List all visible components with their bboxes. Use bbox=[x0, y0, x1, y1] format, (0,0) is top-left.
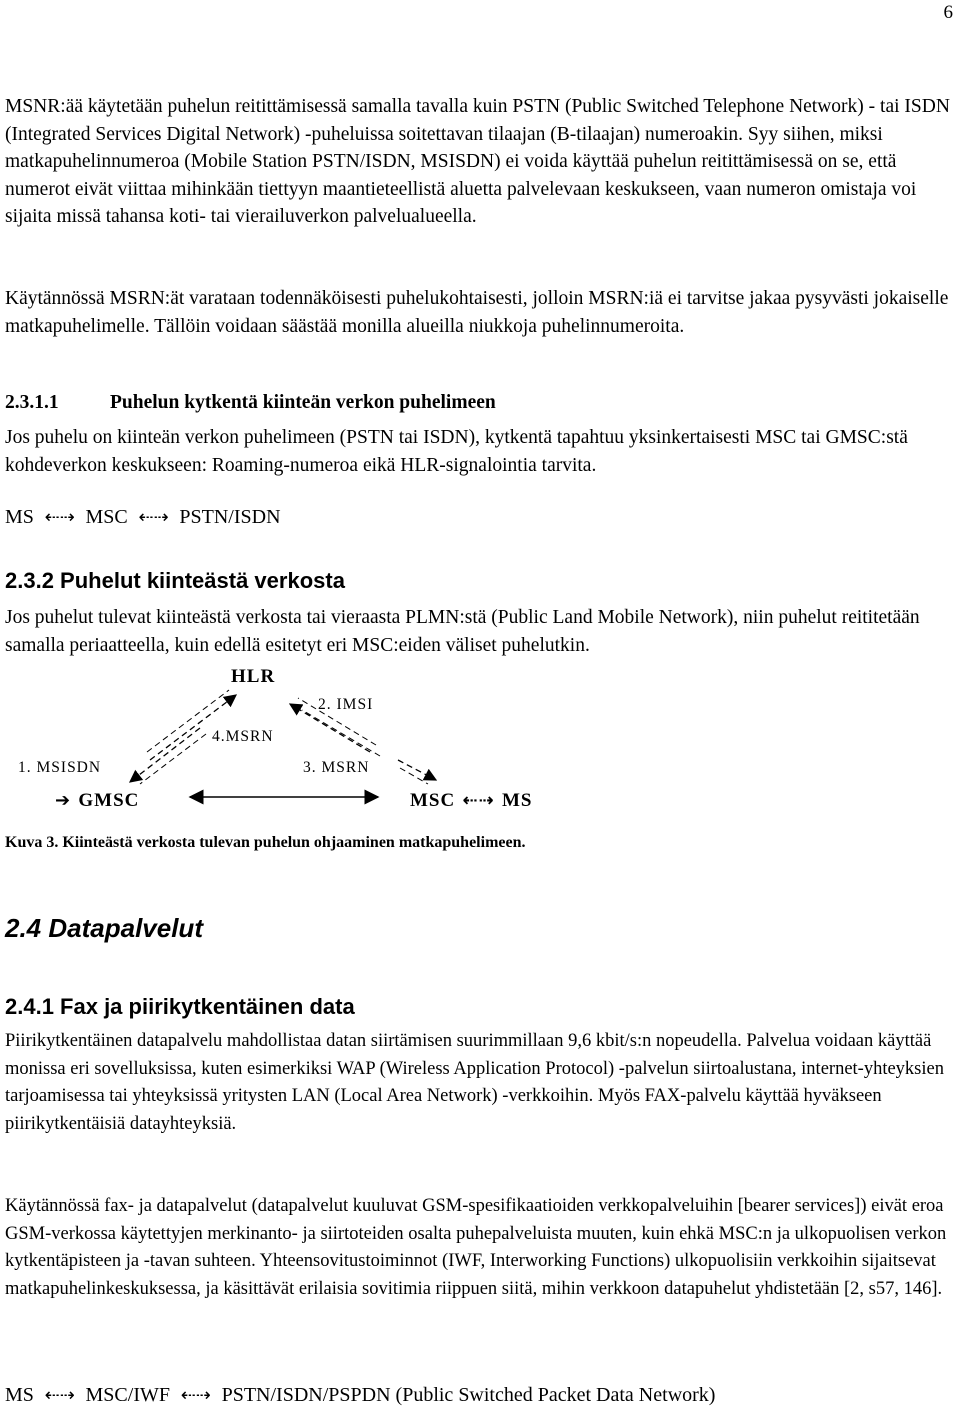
bidirectional-arrow-icon: ⇠⇢ bbox=[455, 790, 502, 811]
paragraph-incoming-calls: Jos puhelut tulevat kiinteästä verkosta tai vieraasta PLMN:stä (Public Land Mobile Network), niin puhelut reititetään samalla periaatteella, kuin edellä esitetyt eri MSC:eiden väliset puhelutkin. bbox=[5, 607, 920, 656]
node-hlr: HLR bbox=[231, 666, 276, 687]
flow-node: MS bbox=[5, 506, 34, 528]
label-msrn-4: 4.MSRN bbox=[212, 728, 274, 745]
heading-2-4-1: 2.4.1 Fax ja piirikytkentäinen data bbox=[5, 994, 355, 1019]
right-arrow-icon: ➔ bbox=[55, 790, 79, 811]
routing-diagram bbox=[0, 660, 960, 820]
paragraph-fixed-line-call: Jos puhelu on kiinteän verkon puhelimeen (PSTN tai ISDN), kytkentä tapahtuu yksinkertaisesti MSC tai GMSC:stä kohdeverkon keskukseen: Roaming-numeroa eikä HLR-signalointia tarvita. bbox=[5, 427, 908, 476]
paragraph-fax-data-services: Käytännössä fax- ja datapalvelut (datapalvelut kuuluvat GSM-spesifikaatioiden verkkopalveluihin [bearer services]) eivät eroa GSM-verkossa käytettyjen merkinanto- ja siirtoteiden osalta puhepalveluista muuten, kuin ehkä MSC:n ja ulkopuolisen verkon kytkentäpisteen ja -tavan suhteen. Yhteensovitustoiminnot (IWF, Interworking Functions) ulkopuolisiin verkkoihin sijaitsevat matkapuhelinkeskuksessa, ja käsittävät erilaisia sovitimia riippuen siitä, mihin verkkoon datapuhelut yhdistetään [2, s57, 146]. bbox=[5, 1196, 947, 1299]
paragraph-msrn-allocation: Käytännössä MSRN:ät varataan todennäköisesti puhelukohtaisesti, jolloin MSRN:iä ei tarvitse jakaa pysyvästi jokaiselle matkapuhelimelle. Tällöin voidaan säästää monilla alueilla niukkoja puhelinnumeroita. bbox=[5, 288, 949, 337]
bidirectional-arrow-icon: ⇠⇢ bbox=[174, 1385, 217, 1406]
flow-node: MS bbox=[5, 1384, 34, 1406]
heading-2-3-2: 2.3.2 Puhelut kiinteästä verkosta bbox=[5, 568, 345, 593]
flow-node: MSC/IWF bbox=[85, 1384, 170, 1406]
flow-node: MSC bbox=[85, 506, 128, 528]
label-imsi: 2. IMSI bbox=[318, 696, 374, 713]
heading-2-3-1-1 bbox=[5, 392, 496, 414]
bidirectional-arrow-icon: ⇠⇢ bbox=[38, 507, 81, 528]
node-gmsc: ➔ GMSC bbox=[55, 790, 140, 811]
heading-2-4: 2.4 Datapalvelut bbox=[5, 913, 203, 943]
paragraph-circuit-data: Piirikytkentäinen datapalvelu mahdollistaa datan siirtämisen suurimmillaan 9,6 kbit/s:n nopeudella. Palvelua voidaan käyttää monissa eri sovelluksissa, kuten esimerkiksi WAP (Wireless Application Protocol) -palvelun siirtoalustana, internet-yhteyksien tarjoamisessa tai yhteyksissä yritysten LAN (Local Area Network) -verkkoihin. Myös FAX-palvelu käyttää hyväkseen piirikytkentäisiä datayhteyksiä. bbox=[5, 1031, 944, 1134]
page-number: 6 bbox=[943, 2, 953, 23]
label-msisdn: 1. MSISDN bbox=[18, 759, 102, 776]
bidirectional-arrow-icon: ⇠⇢ bbox=[132, 507, 175, 528]
flow-node: PSTN/ISDN/PSPDN (Public Switched Packet Data Network) bbox=[221, 1384, 716, 1406]
flow-ms-msciwf-pstn bbox=[5, 1384, 715, 1407]
arrow-hlr-to-gmsc bbox=[130, 728, 200, 782]
heading-number: 2.3.1.1 bbox=[5, 392, 59, 413]
paragraph-msrn-routing: MSNR:ää käytetään puhelun reitittämisessä samalla tavalla kuin PSTN (Public Switched Telephone Network) - tai ISDN (Integrated Services Digital Network) -puheluissa soitettavan tilaajan (B-tilaajan) numeroakin. Syy siihen, miksi matkapuhelinnumeroa (Mobile Station PSTN/ISDN, MSISDN) ei voida käyttää puhelun reitittämisessä on se, että numerot eivät viittaa mihinkään tiettyyn maantieteellistä aluetta palvelevaan keskukseen, vaan numeron omistaja voi sijaita missä tahansa koti- tai vierailuverkon palvelualueella. bbox=[5, 96, 950, 227]
bidirectional-arrow-icon: ⇠⇢ bbox=[38, 1385, 81, 1406]
flow-ms-msc-pstn bbox=[5, 506, 281, 529]
label-msrn-3: 3. MSRN bbox=[303, 759, 370, 776]
heading-title: Puhelun kytkentä kiinteän verkon puhelimeen bbox=[110, 392, 496, 413]
figure-caption: Kuva 3. Kiinteästä verkosta tulevan puhelun ohjaaminen matkapuhelimeen. bbox=[5, 834, 526, 851]
node-msc-ms: MSC ⇠⇢ MS bbox=[410, 790, 533, 811]
flow-node: PSTN/ISDN bbox=[179, 506, 281, 528]
